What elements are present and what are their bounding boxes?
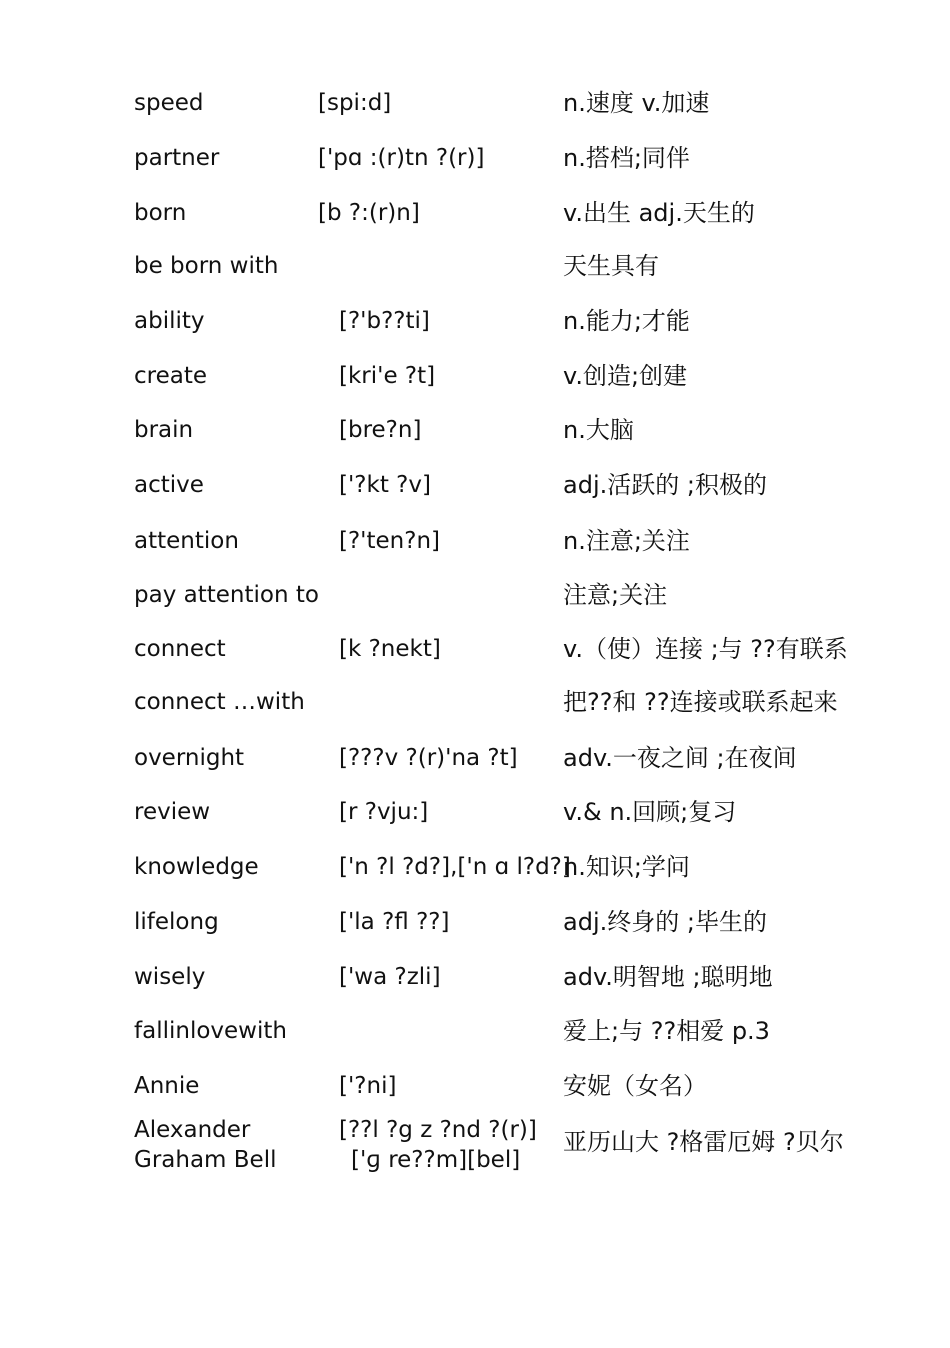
meaning: adv.一夜之间 ;在夜间 — [563, 744, 797, 772]
phonetic: [???v ?(r)'na ?t] — [339, 745, 518, 771]
word: lifelong — [134, 909, 219, 935]
meaning: adj.活跃的 ;积极的 — [563, 471, 767, 499]
meaning: v.（使）连接 ;与 ??有联系 — [563, 635, 848, 663]
meaning: 注意;关注 — [563, 581, 668, 609]
word: speed — [134, 90, 204, 116]
meaning: n.搭档;同伴 — [563, 144, 690, 172]
word-line: Alexander — [134, 1117, 251, 1143]
vocab-row — [0, 634, 950, 674]
phonetic: [kri'e ?t] — [339, 363, 436, 389]
meaning: v.创造;创建 — [563, 362, 688, 390]
vocab-row — [0, 306, 950, 346]
meaning: 天生具有 — [563, 252, 659, 280]
word: born — [134, 200, 187, 226]
vocab-row — [0, 580, 950, 620]
word: be born with — [134, 253, 279, 279]
meaning: adv.明智地 ;聪明地 — [563, 963, 773, 991]
phonetic: ['pɑ :(r)tn ?(r)] — [318, 145, 485, 171]
word: connect …with — [134, 689, 305, 715]
phonetic: ['n ?l ?d?],['n ɑ l?d?] — [339, 854, 571, 880]
vocab-row — [0, 1071, 950, 1111]
meaning: n.速度 v.加速 — [563, 89, 710, 117]
vocab-row — [0, 526, 950, 566]
vocab-row — [0, 687, 950, 727]
meaning: 亚历山大 ?格雷厄姆 ?贝尔 — [563, 1128, 844, 1156]
meaning: 爱上;与 ??相爱 p.3 — [563, 1017, 770, 1045]
vocab-row — [0, 852, 950, 892]
word-line: Graham Bell — [134, 1147, 277, 1173]
word: active — [134, 472, 204, 498]
word: review — [134, 799, 211, 825]
word: attention — [134, 528, 239, 554]
phonetic: [r ?vju:] — [339, 799, 429, 825]
vocab-row — [0, 361, 950, 401]
vocab-row — [0, 962, 950, 1002]
phonetic: ['la ?fl ??] — [339, 909, 450, 935]
phonetic-line: [??l ?g z ?nd ?(r)] — [339, 1117, 537, 1143]
phonetic: ['wa ?zli] — [339, 964, 441, 990]
phonetic: ['?kt ?v] — [339, 472, 431, 498]
phonetic: [bre?n] — [339, 417, 422, 443]
meaning: v.& n.回顾;复习 — [563, 798, 737, 826]
vocab-row — [0, 1115, 950, 1185]
phonetic — [339, 1115, 537, 1175]
phonetic: [k ?nekt] — [339, 636, 441, 662]
word: create — [134, 363, 208, 389]
vocab-row — [0, 251, 950, 291]
vocab-row — [0, 797, 950, 837]
vocab-row — [0, 743, 950, 783]
vocab-row — [0, 907, 950, 947]
word — [134, 1115, 276, 1175]
word: knowledge — [134, 854, 259, 880]
vocab-row — [0, 198, 950, 238]
word: overnight — [134, 745, 245, 771]
vocab-row — [0, 470, 950, 510]
meaning: v.出生 adj.天生的 — [563, 199, 755, 227]
phonetic: [spi:d] — [318, 90, 392, 116]
meaning: n.知识;学问 — [563, 853, 690, 881]
meaning: n.大脑 — [563, 416, 634, 444]
vocab-row — [0, 1016, 950, 1056]
phonetic: [b ?:(r)n] — [318, 200, 420, 226]
word: ability — [134, 308, 205, 334]
word: pay attention to — [134, 582, 319, 608]
vocab-row — [0, 143, 950, 183]
meaning: adj.终身的 ;毕生的 — [563, 908, 767, 936]
meaning: 把??和 ??连接或联系起来 — [563, 688, 838, 716]
vocab-row — [0, 415, 950, 455]
phonetic: [?'ten?n] — [339, 528, 441, 554]
word: connect — [134, 636, 226, 662]
meaning: 安妮（女名） — [563, 1072, 707, 1100]
word: fallinlovewith — [134, 1018, 287, 1044]
word: wisely — [134, 964, 206, 990]
vocab-row — [0, 88, 950, 128]
phonetic-line: ['ɡ re??m][bel] — [351, 1147, 521, 1173]
phonetic: ['?ni] — [339, 1073, 397, 1099]
word: partner — [134, 145, 220, 171]
word: brain — [134, 417, 194, 443]
meaning: n.注意;关注 — [563, 527, 690, 555]
phonetic: [?'b??ti] — [339, 308, 430, 334]
meaning: n.能力;才能 — [563, 307, 690, 335]
word: Annie — [134, 1073, 200, 1099]
